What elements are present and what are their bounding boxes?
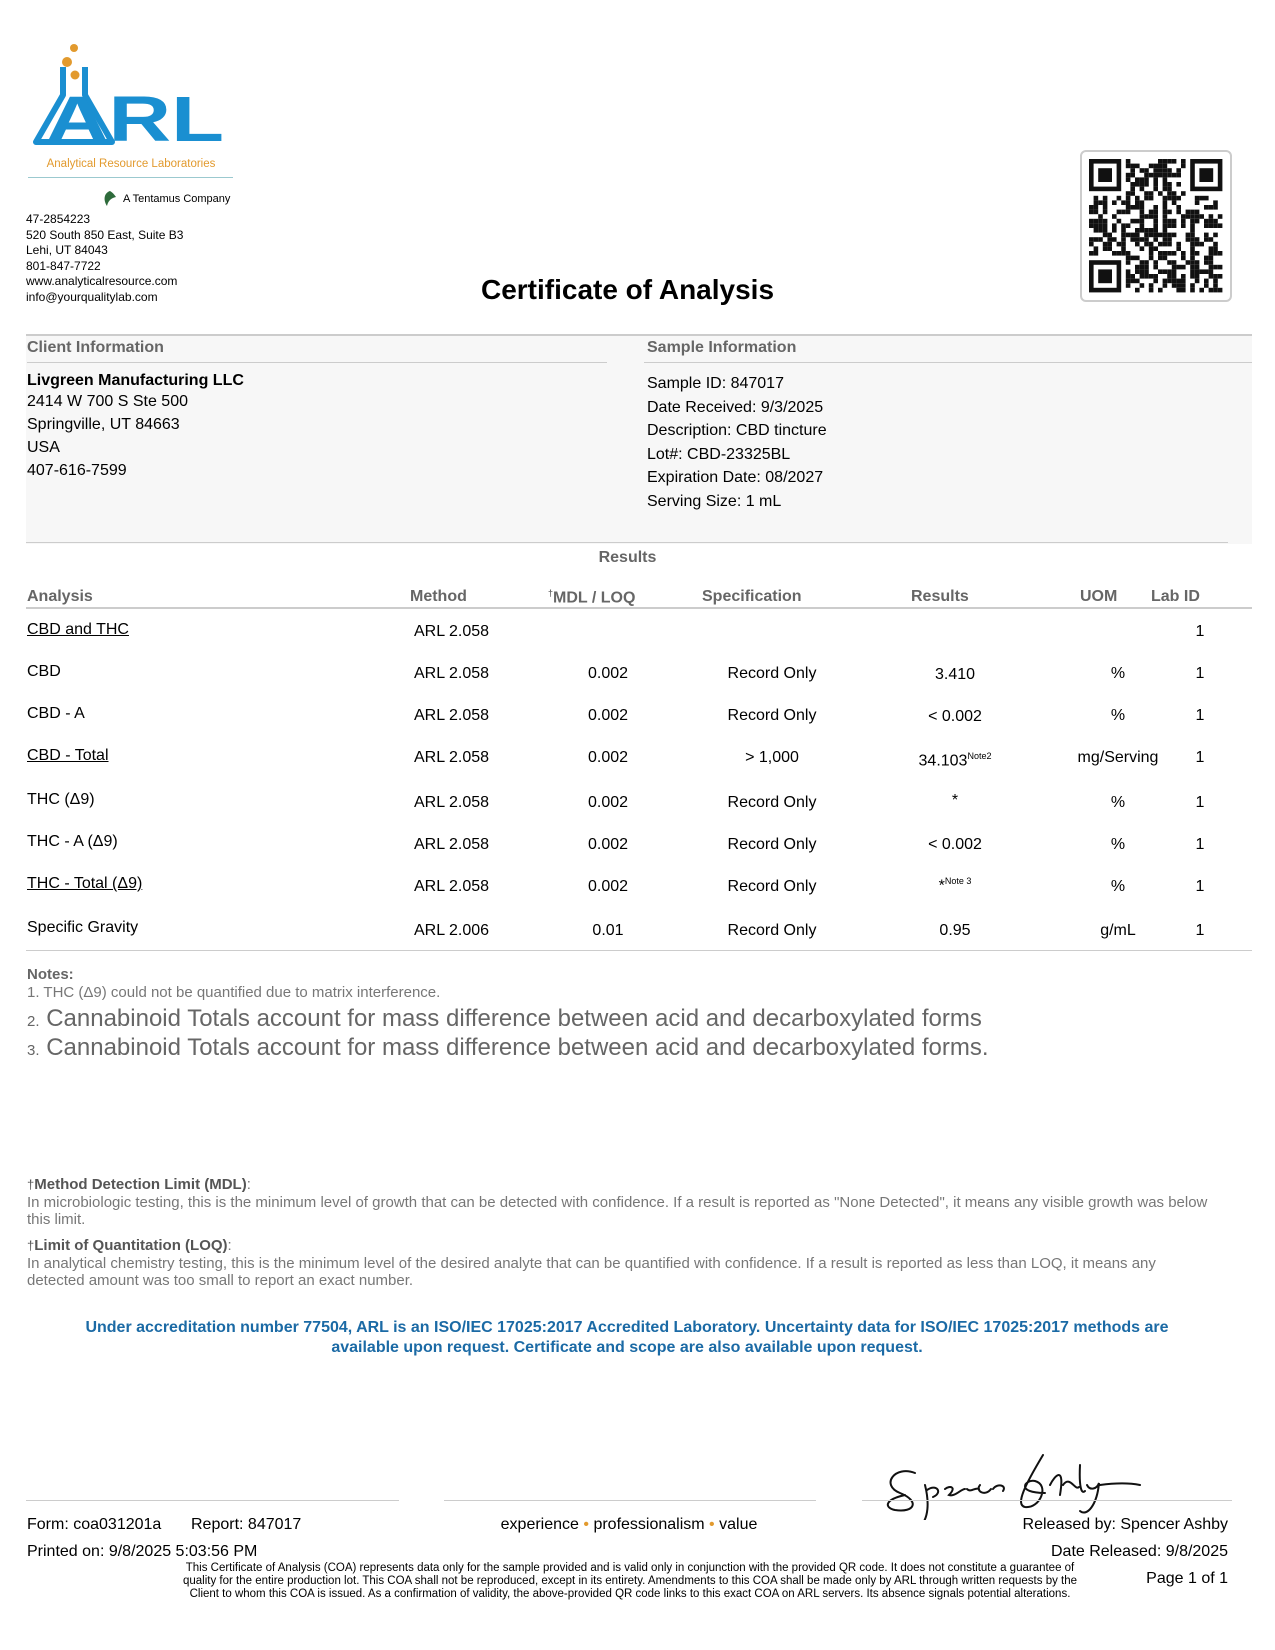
note-2 [27, 1005, 982, 1033]
divider [27, 362, 607, 363]
uom: % [1110, 794, 1126, 811]
loq-definition [27, 1237, 1217, 1290]
uom: % [1110, 665, 1126, 682]
lab-website[interactable]: www.analyticalresource.com [26, 274, 178, 288]
printed-on: Printed on: 9/8/2025 5:03:56 PM [27, 1543, 258, 1560]
mdl-loq: 0.002 [587, 836, 629, 853]
note-number: 3. [27, 1042, 40, 1059]
tagline-professionalism: professionalism [593, 1516, 705, 1533]
dagger-mark: † [27, 1177, 35, 1192]
report-number: Report: 847017 [191, 1516, 302, 1533]
mdl-definition [27, 1176, 1217, 1229]
col-mdl-loq-label: MDL / LOQ [553, 589, 636, 607]
disclaimer: This Certificate of Analysis (COA) represents data only for the sample provided and is valid only in conjunction with the provided QR code. It does not constitute a guarantee of quality for the entire production lot. This COA shall not be reproduced, except in its entirety. Amendments to this COA shall be made only by ARL through written requests by the Client to whom this COA is issued. As a confirmation of validity, the above-provided QR code links to this exact COA on ARL servers. Its absence signals potential alterations. [182, 1562, 1078, 1600]
uom: % [1110, 707, 1126, 724]
qr-code-icon [1082, 152, 1230, 300]
colon: : [246, 1176, 251, 1193]
col-method: Method [410, 588, 467, 605]
uom: mg/Serving [1077, 749, 1159, 766]
lab-email[interactable]: info@yourqualitylab.com [26, 289, 158, 304]
lab-phone: 801-847-7722 [26, 258, 101, 273]
note-text: THC (Δ9) could not be quantified due to matrix interference. [43, 984, 441, 1001]
bullet: • [583, 1516, 589, 1533]
logo-text: ARL [46, 83, 224, 155]
specification: Record Only [727, 794, 817, 811]
logo-subtitle: Analytical Resource Laboratories [46, 158, 216, 170]
note-number: 2. [27, 1013, 40, 1030]
method: ARL 2.058 [414, 878, 490, 895]
mdl-loq: 0.01 [592, 922, 624, 939]
specification: Record Only [727, 878, 817, 895]
date-received: Date Received: 9/3/2025 [647, 398, 824, 416]
note-1 [27, 984, 440, 1001]
dagger-mark: † [27, 1238, 35, 1253]
form-number: Form: coa031201a [27, 1516, 162, 1533]
mdl-loq: 0.002 [587, 878, 629, 895]
col-results: Results [911, 588, 969, 605]
specification: Record Only [727, 707, 817, 724]
col-analysis: Analysis [27, 588, 93, 605]
note-number: 1. [27, 984, 40, 1001]
lab-id: 1 [1195, 794, 1205, 811]
accreditation-statement: Under accreditation number 77504, ARL is an ISO/IEC 17025:2017 Accredited Laboratory. Uncertainty data for ISO/IEC 17025:2017 methods are available upon request. Certificate and scope are also available upon request. [85, 1319, 1169, 1356]
note-text: Cannabinoid Totals account for mass difference between acid and decarboxylated forms. [46, 1034, 989, 1061]
col-mdl-loq [548, 588, 635, 607]
parent-company-label: A Tentamus Company [123, 193, 231, 205]
serving-size: Serving Size: 1 mL [647, 492, 782, 510]
divider [26, 607, 1252, 609]
method: ARL 2.058 [414, 665, 490, 682]
qr-code[interactable] [1080, 150, 1232, 302]
method: ARL 2.058 [414, 794, 490, 811]
notes-heading: Notes: [27, 966, 74, 983]
uom: % [1110, 878, 1126, 895]
mdl-title: Method Detection Limit (MDL) [34, 1176, 247, 1193]
footer-divider [26, 1500, 399, 1501]
tagline-value: value [719, 1516, 758, 1533]
analysis-name: CBD [27, 663, 61, 680]
method: ARL 2.058 [414, 836, 490, 853]
loq-title: Limit of Quantitation (LOQ) [34, 1237, 228, 1254]
mdl-text: In microbiologic testing, this is the minimum level of growth that can be detected with confidence. If a result is reported as "None Detected", it means any visible growth was below this limit. [27, 1193, 1208, 1228]
mdl-loq: 0.002 [587, 665, 629, 682]
col-uom: UOM [1080, 588, 1118, 605]
lab-id: 1 [1195, 707, 1205, 724]
result-value: 3.410 [934, 666, 976, 683]
analysis-name: CBD - A [27, 705, 85, 722]
client-info [27, 372, 244, 482]
lab-id: 1 [1195, 665, 1205, 682]
result-note: Note2 [967, 751, 992, 761]
divider [26, 542, 1228, 543]
released-by: Released by: Spencer Ashby [1022, 1516, 1228, 1533]
result-value: < 0.002 [928, 836, 982, 853]
specification: Record Only [727, 922, 817, 939]
tagline [443, 1516, 815, 1534]
lab-id: 1 [1195, 749, 1205, 766]
mdl-loq: 0.002 [587, 749, 629, 766]
result-value: * [951, 792, 959, 809]
mdl-loq: 0.002 [587, 707, 629, 724]
client-country: USA [27, 439, 60, 456]
dagger-mark: † [548, 588, 554, 598]
result-value: 0.95 [939, 922, 971, 939]
lab-id: 47-2854223 [26, 212, 91, 226]
analysis-name[interactable]: CBD - Total [27, 747, 109, 764]
result-value [885, 751, 1025, 770]
expiration-date: Expiration Date: 08/2027 [647, 469, 824, 486]
sample-description: Description: CBD tincture [647, 422, 827, 439]
signature-image [875, 1445, 1175, 1520]
uom: % [1110, 836, 1126, 853]
lab-id: 1 [1195, 623, 1205, 640]
bullet: • [709, 1516, 715, 1533]
specification: > 1,000 [745, 749, 799, 766]
footer-divider [862, 1500, 1232, 1501]
sample-info [647, 372, 827, 513]
uom: g/mL [1100, 922, 1136, 939]
analysis-name[interactable]: THC - Total (Δ9) [27, 875, 143, 892]
tagline-experience: experience [500, 1516, 579, 1533]
analysis-name[interactable]: CBD and THC [27, 621, 129, 638]
lot-number: Lot#: CBD-23325BL [647, 445, 791, 463]
result-value [885, 876, 1025, 895]
client-city: Springville, UT 84663 [27, 416, 180, 433]
lab-street: 520 South 850 East, Suite B3 [26, 227, 184, 242]
col-lab-id: Lab ID [1151, 588, 1200, 605]
result-number: * [938, 877, 945, 895]
page-number: Page 1 of 1 [1146, 1570, 1228, 1587]
method: ARL 2.058 [414, 749, 490, 766]
specification: Record Only [727, 665, 817, 682]
lab-city: Lehi, UT 84043 [26, 243, 108, 257]
logo-divider [28, 177, 233, 178]
method: ARL 2.058 [414, 707, 490, 724]
footer-divider [444, 1500, 816, 1501]
client-phone: 407-616-7599 [27, 462, 127, 479]
client-street: 2414 W 700 S Ste 500 [27, 393, 188, 410]
divider [644, 362, 1252, 363]
divider [26, 950, 1252, 951]
note-3 [27, 1034, 989, 1062]
result-number: 34.103 [918, 752, 968, 770]
tentamus-leaf-icon [101, 190, 119, 208]
parent-company [101, 190, 230, 208]
method: ARL 2.058 [414, 623, 490, 640]
results-heading: Results [598, 549, 657, 566]
analysis-name: THC - A (Δ9) [27, 833, 118, 850]
analysis-name: Specific Gravity [27, 919, 139, 936]
result-note: Note 3 [944, 876, 972, 886]
lab-id: 1 [1195, 878, 1205, 895]
specification: Record Only [727, 836, 817, 853]
client-name: Livgreen Manufacturing LLC [27, 372, 244, 389]
page-title: Certificate of Analysis [480, 274, 775, 305]
lab-id: 1 [1195, 922, 1205, 939]
method: ARL 2.006 [414, 922, 490, 939]
mdl-loq: 0.002 [587, 794, 629, 811]
colon: : [227, 1237, 232, 1254]
result-value: < 0.002 [928, 708, 982, 725]
sample-info-heading: Sample Information [647, 339, 797, 356]
col-specification: Specification [702, 588, 802, 605]
lab-id: 1 [1195, 836, 1205, 853]
note-text: Cannabinoid Totals account for mass difference between acid and decarboxylated forms [46, 1005, 982, 1032]
sample-id: Sample ID: 847017 [647, 375, 784, 392]
client-info-heading: Client Information [27, 339, 164, 356]
date-released: Date Released: 9/8/2025 [1050, 1543, 1228, 1560]
loq-text: In analytical chemistry testing, this is the minimum level of the desired analyte that can be quantified with confidence. If a result is reported as less than LOQ, it means any detected amount was too small to report an exact number. [27, 1254, 1156, 1289]
analysis-name: THC (Δ9) [27, 791, 95, 808]
